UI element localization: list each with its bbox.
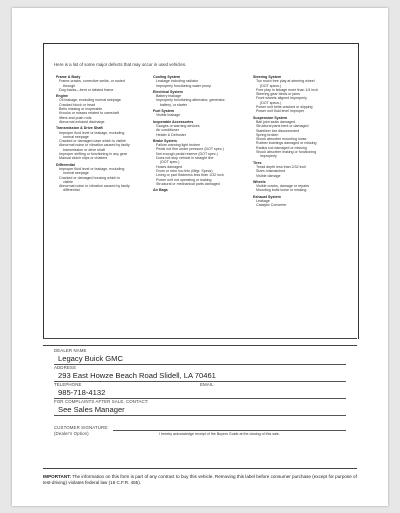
defect-item: Frame-cracks, corrective welds, or rusted [59, 79, 125, 84]
defect-section [253, 75, 353, 114]
defect-item: Catalytic Converter [256, 203, 287, 208]
defect-item: (DOT specs.) [260, 83, 282, 88]
defect-item: transmission or drive shaft [63, 147, 105, 152]
defect-section-title: Differential [56, 162, 75, 167]
defect-item: Belts missing or inoperable [59, 107, 103, 112]
important-rule [43, 468, 357, 469]
defect-item: Structural parts bent or damaged [256, 124, 309, 129]
defect-item: Cracked or damaged case which is visible [59, 139, 126, 144]
defect-section-title: Fuel System [153, 109, 175, 114]
defect-item: Sizes mismatched [256, 169, 286, 174]
defect-section [153, 188, 249, 192]
defect-item: Air conditioner [156, 128, 179, 133]
defect-item: Shock absorber mounting loose [256, 137, 307, 142]
defect-item: Manual clutch slips or chatters [59, 156, 108, 161]
defect-section [56, 94, 148, 124]
important-lead: IMPORTANT: [43, 474, 71, 479]
defect-item: differential [63, 188, 80, 193]
important-notice [43, 474, 357, 486]
defect-item: Mounting bolts loose or missing [256, 188, 307, 193]
defect-item: Hoses damaged [156, 164, 183, 169]
dealer-name: Legacy Buick GMC [58, 354, 123, 363]
defect-item: Cracked or damaged housing which is [59, 175, 120, 180]
complaints-line [54, 415, 346, 416]
defect-section-title: Steering System [253, 75, 282, 79]
defect-item: (DOT spec.) [160, 160, 180, 165]
defect-item: Dog tracks—bent or twisted frame [59, 87, 114, 92]
defect-section-title: Brake System [153, 138, 177, 143]
defect-item: Leakage including radiator [156, 79, 199, 84]
defect-item: battery, or starter [160, 102, 188, 107]
important-text: The information on this form is part of any contract to buy this vehicle. Removing this label before consumer purchase (except for purpose of test-driving) violates federal law (16 C.F.R. 455). [43, 474, 357, 485]
defect-section [253, 161, 353, 178]
dealer-name-label: DEALER NAME [54, 348, 87, 353]
dealer-section-rule [43, 345, 357, 346]
dealer-name-line [54, 364, 346, 365]
defect-section-title: Exhaust System [253, 194, 281, 199]
defect-item: Radius rod damaged or missing [256, 145, 307, 150]
defect-item: Abnormal exhaust discharge [59, 119, 105, 124]
defects-column-1 [56, 75, 148, 195]
defect-section-title: Cooling System [153, 75, 181, 79]
defect-item: improperly [260, 154, 277, 159]
defect-item: through [63, 83, 76, 88]
defect-section [153, 109, 249, 118]
defect-item: Abnormal noise or vibration caused by faulty [59, 184, 130, 189]
defect-item: Ball joint seals damaged [256, 119, 295, 124]
defect-item: Improperly functioning alternator, generator, [156, 98, 226, 103]
address-label: ADDRESS [54, 365, 76, 370]
dealer-option-note: (Dealer's Option) [54, 431, 89, 436]
defect-item: Spring broken [256, 132, 279, 137]
defect-item: Visible leakage [156, 113, 181, 118]
defect-item: Lining or pad thickness less than 1/32 inch [156, 173, 224, 178]
defect-section [56, 163, 148, 193]
defects-column-2 [153, 75, 249, 194]
defect-section-title: Electrical System [153, 89, 183, 94]
defect-item: Abnormal noise or vibration caused by faulty [59, 143, 130, 148]
defect-item: Visible damage [256, 173, 281, 178]
telephone-label: TELEPHONE [54, 382, 82, 387]
defect-item: Heater & Defroster [156, 132, 186, 137]
dealer-address: 293 East Howze Beach Road Slidell, LA 70461 [58, 371, 216, 380]
defect-item: Gauges or warning devices [156, 123, 200, 128]
defect-item: Failure warning light broken [156, 143, 201, 148]
defect-item: Steering gear binds or jams [256, 92, 300, 97]
defect-item: Too much free play at steering wheel [256, 79, 315, 84]
defect-item: Visible cracks, damage or repairs [256, 184, 310, 189]
defect-item: Knocks or misses related to camshaft [59, 111, 119, 116]
defect-item: normal seepage [63, 134, 89, 139]
defect-item: Cracked block or head [59, 102, 95, 107]
defect-item: Power unit not operating or leaking [156, 177, 212, 182]
customer-signature-label: CUSTOMER SIGNATURE: [54, 425, 109, 430]
defect-section [153, 75, 249, 88]
defect-section-title: Tires [253, 160, 262, 165]
defect-item: Stabilizer bar disconnected [256, 128, 300, 133]
defect-item: (DOT specs.) [260, 100, 282, 105]
acknowledgement-text: I hereby acknowledge receipt of the Buyers Guide at the closing of this sale. [159, 432, 280, 436]
defect-item: Battery leakage [156, 94, 181, 99]
defect-item: Improper fluid level or leakage, excluding [59, 130, 125, 135]
complaints-contact: See Sales Manager [58, 405, 125, 414]
defect-section-title: Air Bags [153, 188, 168, 193]
defect-item: visible [63, 179, 73, 184]
defect-section [253, 195, 353, 208]
defects-intro: Here is a list of some major defects that may occur in used vehicles. [54, 62, 187, 67]
defect-section-title: Wheels [253, 179, 266, 184]
defect-item: normal seepage [63, 171, 89, 176]
defect-item: Improper shifting or functioning in any gear [59, 152, 128, 157]
defect-item: Shock absorber leaking or functioning [256, 150, 317, 155]
complaints-label: FOR COMPLAINTS AFTER SALE, CONTACT: [54, 399, 149, 404]
defect-item: Front wheels aligned improperly [256, 96, 307, 101]
defect-section-title: Engine [56, 94, 68, 99]
defect-item: Pedal not firm under pressure (DOT spec.) [156, 147, 224, 152]
defect-section [153, 120, 249, 137]
defect-item: Rubber bushings damaged or missing [256, 141, 317, 146]
defect-section-title: Suspension System [253, 115, 288, 120]
defect-item: Tread depth less than 2/32 inch [256, 164, 307, 169]
defect-item: Oil leakage, excluding normal seepage [59, 98, 121, 103]
defect-section [153, 90, 249, 107]
defect-item: Does not stop vehicle in straight line [156, 156, 214, 161]
defect-section [253, 116, 353, 159]
defect-item: Power unit belts cracked or slipping [256, 105, 313, 110]
defect-item: Drum or rotor too thin (Mfgr. Specs) [156, 168, 213, 173]
email-label: EMAIL [200, 382, 214, 387]
defect-section [56, 126, 148, 160]
defect-section-title: Transmission & Drive Shaft [56, 126, 103, 131]
dealer-top-rule [43, 338, 357, 339]
defect-item: lifters and push rods [59, 115, 92, 120]
defect-item: Leakage [256, 199, 270, 204]
defect-section-title: Inoperable Accessories [153, 119, 194, 124]
defects-column-3 [253, 75, 353, 210]
defect-item: Improper fluid level or leakage, excluding [59, 166, 125, 171]
defect-item: Improperly functioning water pump [156, 83, 212, 88]
dealer-telephone: 985-718-4132 [58, 388, 106, 397]
customer-signature-line[interactable] [113, 430, 346, 431]
defect-item: Power unit fluid level improper [256, 109, 305, 114]
defect-section [253, 180, 353, 193]
defect-item: Structural or mechanical parts damaged [156, 181, 220, 186]
defect-item: Free play in linkage more than 1/4 inch [256, 87, 318, 92]
defect-section [153, 139, 249, 186]
defect-section [56, 75, 148, 92]
defect-item: Not enough pedal reserve (DOT spec.) [156, 151, 218, 156]
defect-section-title: Frame & Body [56, 75, 81, 79]
